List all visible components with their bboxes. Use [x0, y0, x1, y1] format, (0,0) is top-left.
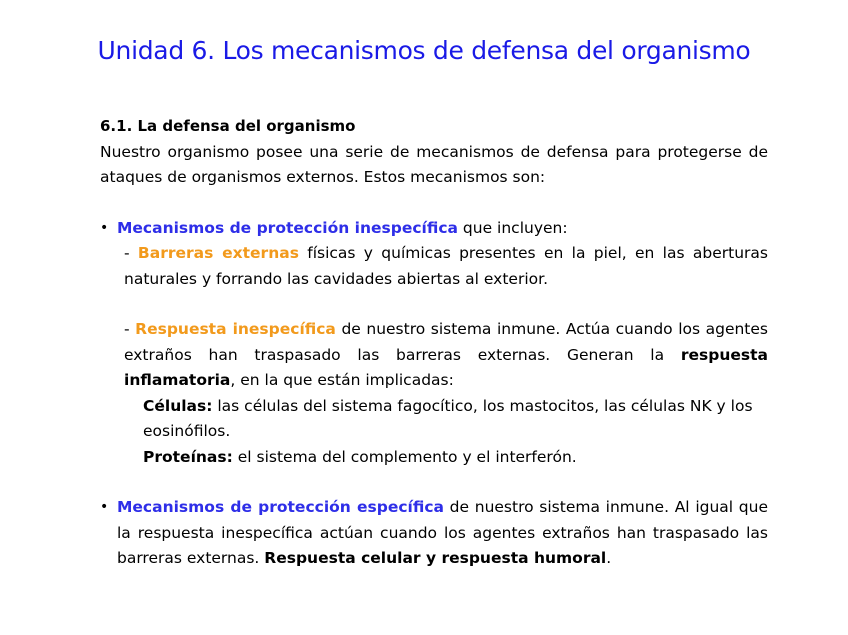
bullet-inespecifica	[100, 216, 768, 242]
slide-title: Unidad 6. Los mecanismos de defensa del organismo	[97, 36, 751, 65]
especifica-term: Mecanismos de protección específica	[117, 498, 444, 516]
respuesta-dash: -	[124, 320, 136, 338]
intro-paragraph: Nuestro organismo posee una serie de mecanismos de defensa para protegerse de ataques de organismos externos. Estos mecanismos son:	[100, 142, 768, 186]
slide-content	[100, 114, 768, 572]
spacer	[100, 292, 768, 317]
especifica-period: .	[606, 549, 612, 567]
respuesta-paragraph	[100, 317, 768, 394]
respuesta-term: Respuesta inespecífica	[135, 320, 336, 338]
inespecifica-text: que incluyen:	[458, 218, 568, 237]
spacer	[100, 470, 768, 495]
celulas-paragraph	[100, 394, 768, 445]
proteinas-label: Proteínas:	[143, 447, 233, 466]
bullet-icon: •	[100, 499, 109, 515]
celulas-text: las células del sistema fagocítico, los mastocitos, las células NK y los eosinófilos.	[143, 396, 753, 440]
bullet-especifica	[100, 495, 768, 572]
respuesta-text-2: , en la que están implicadas:	[230, 371, 454, 389]
proteinas-text: el sistema del complemento y el interferón.	[232, 447, 577, 466]
spacer	[100, 191, 768, 216]
respuesta-inflamatoria: respuesta inflamatoria	[124, 345, 768, 389]
respuesta-text: de nuestro sistema inmune. Actúa cuando los agentes extraños han traspasado las barreras externas. Generan la	[124, 320, 768, 364]
barreras-term: Barreras externas	[137, 244, 299, 262]
barreras-text: físicas y químicas presentes en la piel, en las aberturas naturales y forrando las cavidades abiertas al exterior.	[124, 244, 768, 288]
barreras-paragraph	[100, 241, 768, 292]
celulas-label: Células:	[143, 396, 213, 415]
barreras-dash: -	[124, 244, 138, 262]
section-heading: 6.1. La defensa del organismo	[100, 117, 356, 135]
especifica-text: de nuestro sistema inmune. Al igual que la respuesta inespecífica actúan cuando los agentes extraños han traspasado las barreras externas.	[117, 498, 768, 567]
bullet-icon: •	[100, 219, 109, 236]
especifica-bold-end: Respuesta celular y respuesta humoral	[264, 549, 607, 567]
inespecifica-term: Mecanismos de protección inespecífica	[117, 218, 458, 237]
proteinas-paragraph	[100, 445, 768, 471]
